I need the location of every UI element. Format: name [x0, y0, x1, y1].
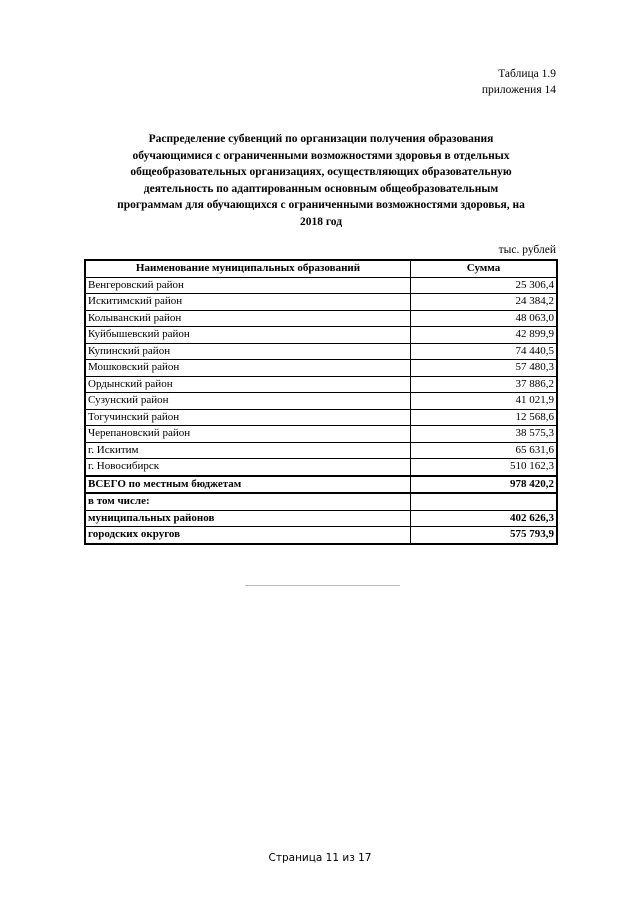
- table-row: [85, 426, 557, 443]
- table-caption: [482, 66, 556, 98]
- municipal-districts-label: муниципальных районов: [85, 510, 411, 527]
- row-name: Искитимский район: [85, 294, 411, 311]
- row-name: г. Искитим: [85, 442, 411, 459]
- including-label: в том числе:: [85, 493, 411, 510]
- row-name: Сузунский район: [85, 393, 411, 410]
- row-sum: 41 021,9: [411, 393, 558, 410]
- table-row: [85, 277, 557, 294]
- caption-appendix: приложения 14: [481, 84, 556, 96]
- row-sum: 74 440,5: [411, 343, 558, 360]
- table-row: [85, 376, 557, 393]
- title-line-5: программам для обучающихся с ограниченными возможностями здоровья, на: [117, 199, 525, 211]
- row-name: г. Новосибирск: [85, 459, 411, 476]
- row-sum: 510 162,3: [411, 459, 558, 476]
- title-line-3: общеобразовательных организациях, осуществляющих образовательную: [130, 166, 512, 178]
- row-sum: 37 886,2: [411, 376, 558, 393]
- header-sum: Сумма: [411, 260, 558, 277]
- header-name: Наименование муниципальных образований: [85, 260, 411, 277]
- table-row: [85, 343, 557, 360]
- including-row: [85, 493, 557, 510]
- title-line-4: деятельность по адаптированным основным общеобразовательным: [143, 182, 499, 195]
- row-name: Купинский район: [85, 343, 411, 360]
- table-row: [85, 442, 557, 459]
- table-row: [85, 360, 557, 377]
- total-label: ВСЕГО по местным бюджетам: [85, 476, 411, 494]
- row-name: Тогучинский район: [85, 409, 411, 426]
- row-name: Ордынский район: [85, 376, 411, 393]
- municipal-districts-row: [85, 510, 557, 527]
- title-line-1: Распределение субвенций по организации получения образования: [148, 133, 494, 145]
- separator-line: [245, 585, 400, 586]
- row-sum: 42 899,9: [411, 327, 558, 344]
- row-sum: 48 063,0: [411, 310, 558, 327]
- row-sum: 24 384,2: [411, 294, 558, 311]
- row-sum: 57 480,3: [411, 360, 558, 377]
- row-sum: 65 631,6: [411, 442, 558, 459]
- urban-districts-sum: 575 793,9: [411, 527, 558, 544]
- title-line-2: обучающимися с ограниченными возможностями здоровья в отдельных: [132, 149, 510, 162]
- row-name: Венгеровский район: [85, 277, 411, 294]
- document-title: [84, 131, 558, 230]
- urban-districts-label: городских округов: [85, 527, 411, 544]
- municipal-districts-sum: 402 626,3: [411, 510, 558, 527]
- row-name: Колыванский район: [85, 310, 411, 327]
- total-sum: 978 420,2: [411, 476, 558, 494]
- table-row: [85, 310, 557, 327]
- table-row: [85, 409, 557, 426]
- table-row: [85, 459, 557, 476]
- title-line-6: 2018 год: [299, 215, 343, 228]
- caption-table-number: Таблица 1.9: [498, 68, 556, 80]
- row-name: Мошковский район: [85, 360, 411, 377]
- urban-districts-row: [85, 527, 557, 544]
- units-label: тыс. рублей: [498, 244, 556, 256]
- table-row: [85, 393, 557, 410]
- table-row: [85, 294, 557, 311]
- total-row: [85, 476, 557, 494]
- table-row: [85, 327, 557, 344]
- row-name: Куйбышевский район: [85, 327, 411, 344]
- table-header-row: [85, 260, 557, 277]
- row-sum: 12 568,6: [411, 409, 558, 426]
- row-name: Черепановский район: [85, 426, 411, 443]
- row-sum: 38 575,3: [411, 426, 558, 443]
- row-sum: 25 306,4: [411, 277, 558, 294]
- including-sum: [411, 493, 558, 510]
- page-number: Страница 11 из 17: [268, 852, 372, 864]
- subsidies-table: [84, 259, 558, 545]
